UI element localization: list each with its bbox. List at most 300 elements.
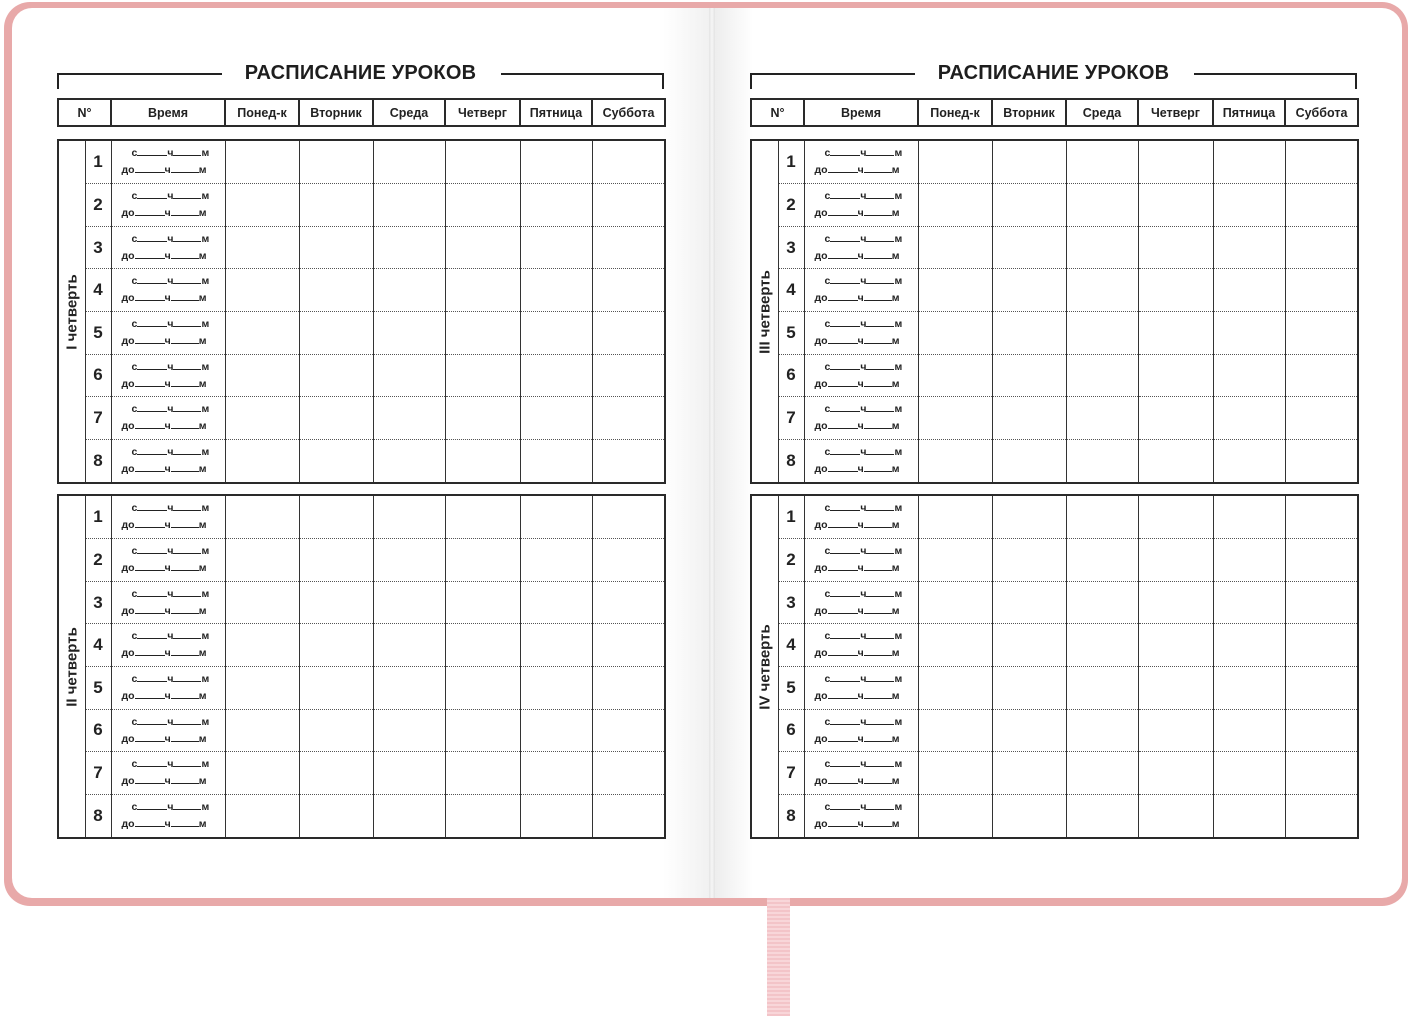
time-start[interactable] <box>825 544 903 557</box>
subject-cell[interactable] <box>992 624 1066 667</box>
subject-cell[interactable] <box>992 539 1066 582</box>
minute-blank[interactable] <box>173 232 201 242</box>
hour-blank[interactable] <box>137 544 167 554</box>
hour-blank[interactable] <box>137 501 167 511</box>
minute-blank[interactable] <box>173 274 201 284</box>
minute-blank[interactable] <box>864 163 892 173</box>
time-start[interactable] <box>825 360 903 373</box>
subject-cell[interactable] <box>1066 140 1138 184</box>
time-end[interactable] <box>122 377 207 390</box>
subject-cell[interactable] <box>1285 495 1358 539</box>
hour-blank[interactable] <box>135 163 165 173</box>
time-end[interactable] <box>122 206 207 219</box>
subject-cell[interactable] <box>992 311 1066 354</box>
minute-blank[interactable] <box>171 249 199 259</box>
time-field[interactable] <box>804 226 918 269</box>
subject-cell[interactable] <box>373 539 445 582</box>
time-start[interactable] <box>825 800 903 813</box>
time-field[interactable] <box>804 581 918 624</box>
time-field[interactable] <box>804 269 918 312</box>
time-end[interactable] <box>815 462 900 475</box>
minute-blank[interactable] <box>173 501 201 511</box>
time-field[interactable] <box>804 184 918 227</box>
subject-cell[interactable] <box>373 354 445 397</box>
minute-blank[interactable] <box>173 360 201 370</box>
subject-cell[interactable] <box>1066 311 1138 354</box>
subject-cell[interactable] <box>445 495 520 539</box>
subject-cell[interactable] <box>1213 794 1285 838</box>
time-field[interactable] <box>111 354 225 397</box>
hour-blank[interactable] <box>828 462 858 472</box>
subject-cell[interactable] <box>992 752 1066 795</box>
minute-blank[interactable] <box>171 561 199 571</box>
subject-cell[interactable] <box>1285 752 1358 795</box>
subject-cell[interactable] <box>1138 439 1213 483</box>
hour-blank[interactable] <box>830 402 860 412</box>
hour-blank[interactable] <box>830 672 860 682</box>
time-end[interactable] <box>815 732 900 745</box>
time-end[interactable] <box>122 462 207 475</box>
minute-blank[interactable] <box>864 291 892 301</box>
minute-blank[interactable] <box>864 817 892 827</box>
subject-cell[interactable] <box>373 184 445 227</box>
time-field[interactable] <box>804 397 918 440</box>
subject-cell[interactable] <box>1138 140 1213 184</box>
hour-blank[interactable] <box>137 715 167 725</box>
subject-cell[interactable] <box>225 311 299 354</box>
subject-cell[interactable] <box>445 269 520 312</box>
hour-blank[interactable] <box>828 817 858 827</box>
minute-blank[interactable] <box>171 817 199 827</box>
minute-blank[interactable] <box>864 689 892 699</box>
time-end[interactable] <box>122 249 207 262</box>
subject-cell[interactable] <box>1285 184 1358 227</box>
subject-cell[interactable] <box>1285 581 1358 624</box>
hour-blank[interactable] <box>135 774 165 784</box>
minute-blank[interactable] <box>171 206 199 216</box>
time-start[interactable] <box>825 232 903 245</box>
minute-blank[interactable] <box>171 334 199 344</box>
minute-blank[interactable] <box>173 189 201 199</box>
hour-blank[interactable] <box>135 291 165 301</box>
hour-blank[interactable] <box>828 646 858 656</box>
minute-blank[interactable] <box>866 715 894 725</box>
minute-blank[interactable] <box>864 334 892 344</box>
hour-blank[interactable] <box>137 232 167 242</box>
minute-blank[interactable] <box>173 402 201 412</box>
subject-cell[interactable] <box>592 794 665 838</box>
minute-blank[interactable] <box>866 800 894 810</box>
subject-cell[interactable] <box>992 794 1066 838</box>
time-start[interactable] <box>825 274 903 287</box>
time-end[interactable] <box>122 646 207 659</box>
subject-cell[interactable] <box>1213 581 1285 624</box>
subject-cell[interactable] <box>1285 354 1358 397</box>
subject-cell[interactable] <box>225 752 299 795</box>
subject-cell[interactable] <box>918 709 992 752</box>
hour-blank[interactable] <box>828 518 858 528</box>
hour-blank[interactable] <box>828 206 858 216</box>
minute-blank[interactable] <box>173 587 201 597</box>
subject-cell[interactable] <box>1066 581 1138 624</box>
time-end[interactable] <box>815 163 900 176</box>
minute-blank[interactable] <box>866 360 894 370</box>
hour-blank[interactable] <box>830 317 860 327</box>
subject-cell[interactable] <box>299 311 373 354</box>
subject-cell[interactable] <box>592 354 665 397</box>
time-field[interactable] <box>804 311 918 354</box>
time-start[interactable] <box>132 757 210 770</box>
time-end[interactable] <box>122 689 207 702</box>
subject-cell[interactable] <box>592 709 665 752</box>
time-start[interactable] <box>825 715 903 728</box>
subject-cell[interactable] <box>445 581 520 624</box>
hour-blank[interactable] <box>828 561 858 571</box>
time-end[interactable] <box>122 518 207 531</box>
minute-blank[interactable] <box>173 629 201 639</box>
hour-blank[interactable] <box>137 274 167 284</box>
subject-cell[interactable] <box>592 752 665 795</box>
subject-cell[interactable] <box>992 184 1066 227</box>
subject-cell[interactable] <box>918 354 992 397</box>
subject-cell[interactable] <box>918 311 992 354</box>
minute-blank[interactable] <box>173 445 201 455</box>
subject-cell[interactable] <box>918 666 992 709</box>
subject-cell[interactable] <box>1066 495 1138 539</box>
time-start[interactable] <box>825 501 903 514</box>
subject-cell[interactable] <box>445 140 520 184</box>
time-field[interactable] <box>804 666 918 709</box>
time-end[interactable] <box>815 604 900 617</box>
time-start[interactable] <box>825 587 903 600</box>
minute-blank[interactable] <box>171 377 199 387</box>
subject-cell[interactable] <box>520 354 592 397</box>
subject-cell[interactable] <box>1066 539 1138 582</box>
subject-cell[interactable] <box>592 311 665 354</box>
subject-cell[interactable] <box>1138 184 1213 227</box>
hour-blank[interactable] <box>830 544 860 554</box>
subject-cell[interactable] <box>299 184 373 227</box>
subject-cell[interactable] <box>1066 709 1138 752</box>
time-end[interactable] <box>815 419 900 432</box>
time-end[interactable] <box>815 206 900 219</box>
subject-cell[interactable] <box>520 311 592 354</box>
time-end[interactable] <box>122 817 207 830</box>
subject-cell[interactable] <box>445 439 520 483</box>
time-end[interactable] <box>122 732 207 745</box>
subject-cell[interactable] <box>1138 581 1213 624</box>
hour-blank[interactable] <box>137 800 167 810</box>
minute-blank[interactable] <box>173 800 201 810</box>
time-start[interactable] <box>132 715 210 728</box>
subject-cell[interactable] <box>520 140 592 184</box>
subject-cell[interactable] <box>592 581 665 624</box>
subject-cell[interactable] <box>1285 140 1358 184</box>
time-field[interactable] <box>111 140 225 184</box>
subject-cell[interactable] <box>1213 311 1285 354</box>
hour-blank[interactable] <box>135 419 165 429</box>
time-start[interactable] <box>825 672 903 685</box>
time-start[interactable] <box>132 587 210 600</box>
subject-cell[interactable] <box>225 539 299 582</box>
hour-blank[interactable] <box>828 163 858 173</box>
minute-blank[interactable] <box>171 774 199 784</box>
time-field[interactable] <box>111 269 225 312</box>
time-end[interactable] <box>815 689 900 702</box>
hour-blank[interactable] <box>135 561 165 571</box>
hour-blank[interactable] <box>828 774 858 784</box>
hour-blank[interactable] <box>828 689 858 699</box>
minute-blank[interactable] <box>866 189 894 199</box>
subject-cell[interactable] <box>225 354 299 397</box>
minute-blank[interactable] <box>864 561 892 571</box>
minute-blank[interactable] <box>866 629 894 639</box>
hour-blank[interactable] <box>135 334 165 344</box>
subject-cell[interactable] <box>225 226 299 269</box>
time-field[interactable] <box>111 311 225 354</box>
hour-blank[interactable] <box>828 249 858 259</box>
hour-blank[interactable] <box>830 189 860 199</box>
subject-cell[interactable] <box>1138 624 1213 667</box>
subject-cell[interactable] <box>1213 226 1285 269</box>
subject-cell[interactable] <box>299 140 373 184</box>
subject-cell[interactable] <box>918 184 992 227</box>
subject-cell[interactable] <box>1213 752 1285 795</box>
subject-cell[interactable] <box>1285 269 1358 312</box>
hour-blank[interactable] <box>830 629 860 639</box>
hour-blank[interactable] <box>830 757 860 767</box>
time-start[interactable] <box>132 402 210 415</box>
subject-cell[interactable] <box>373 269 445 312</box>
time-field[interactable] <box>111 709 225 752</box>
subject-cell[interactable] <box>1213 140 1285 184</box>
hour-blank[interactable] <box>135 462 165 472</box>
subject-cell[interactable] <box>299 666 373 709</box>
subject-cell[interactable] <box>373 752 445 795</box>
subject-cell[interactable] <box>1213 184 1285 227</box>
time-start[interactable] <box>132 445 210 458</box>
minute-blank[interactable] <box>173 757 201 767</box>
subject-cell[interactable] <box>1138 666 1213 709</box>
minute-blank[interactable] <box>173 146 201 156</box>
subject-cell[interactable] <box>592 397 665 440</box>
subject-cell[interactable] <box>373 709 445 752</box>
minute-blank[interactable] <box>171 462 199 472</box>
subject-cell[interactable] <box>992 709 1066 752</box>
subject-cell[interactable] <box>918 539 992 582</box>
time-start[interactable] <box>132 189 210 202</box>
subject-cell[interactable] <box>520 397 592 440</box>
hour-blank[interactable] <box>830 800 860 810</box>
subject-cell[interactable] <box>299 495 373 539</box>
subject-cell[interactable] <box>1066 184 1138 227</box>
hour-blank[interactable] <box>135 249 165 259</box>
subject-cell[interactable] <box>445 539 520 582</box>
minute-blank[interactable] <box>171 689 199 699</box>
subject-cell[interactable] <box>299 226 373 269</box>
subject-cell[interactable] <box>992 269 1066 312</box>
minute-blank[interactable] <box>866 757 894 767</box>
subject-cell[interactable] <box>1138 397 1213 440</box>
hour-blank[interactable] <box>137 317 167 327</box>
subject-cell[interactable] <box>299 539 373 582</box>
subject-cell[interactable] <box>918 794 992 838</box>
hour-blank[interactable] <box>828 604 858 614</box>
subject-cell[interactable] <box>445 226 520 269</box>
subject-cell[interactable] <box>520 709 592 752</box>
subject-cell[interactable] <box>1213 495 1285 539</box>
minute-blank[interactable] <box>864 206 892 216</box>
minute-blank[interactable] <box>866 317 894 327</box>
subject-cell[interactable] <box>918 752 992 795</box>
hour-blank[interactable] <box>830 715 860 725</box>
time-field[interactable] <box>804 439 918 483</box>
subject-cell[interactable] <box>225 140 299 184</box>
subject-cell[interactable] <box>1138 709 1213 752</box>
time-field[interactable] <box>111 226 225 269</box>
hour-blank[interactable] <box>135 518 165 528</box>
subject-cell[interactable] <box>1213 624 1285 667</box>
subject-cell[interactable] <box>592 666 665 709</box>
time-start[interactable] <box>132 360 210 373</box>
subject-cell[interactable] <box>992 439 1066 483</box>
subject-cell[interactable] <box>445 354 520 397</box>
subject-cell[interactable] <box>1066 624 1138 667</box>
hour-blank[interactable] <box>137 629 167 639</box>
time-field[interactable] <box>804 354 918 397</box>
hour-blank[interactable] <box>830 274 860 284</box>
subject-cell[interactable] <box>225 794 299 838</box>
subject-cell[interactable] <box>992 226 1066 269</box>
subject-cell[interactable] <box>520 752 592 795</box>
subject-cell[interactable] <box>520 794 592 838</box>
subject-cell[interactable] <box>520 624 592 667</box>
subject-cell[interactable] <box>1138 354 1213 397</box>
minute-blank[interactable] <box>171 646 199 656</box>
hour-blank[interactable] <box>137 360 167 370</box>
time-field[interactable] <box>804 752 918 795</box>
time-end[interactable] <box>122 604 207 617</box>
subject-cell[interactable] <box>373 666 445 709</box>
subject-cell[interactable] <box>1285 624 1358 667</box>
subject-cell[interactable] <box>1066 354 1138 397</box>
time-end[interactable] <box>815 646 900 659</box>
subject-cell[interactable] <box>1138 539 1213 582</box>
subject-cell[interactable] <box>225 666 299 709</box>
subject-cell[interactable] <box>1138 269 1213 312</box>
subject-cell[interactable] <box>592 439 665 483</box>
subject-cell[interactable] <box>918 439 992 483</box>
subject-cell[interactable] <box>445 624 520 667</box>
minute-blank[interactable] <box>866 501 894 511</box>
hour-blank[interactable] <box>137 189 167 199</box>
time-start[interactable] <box>132 672 210 685</box>
subject-cell[interactable] <box>373 794 445 838</box>
subject-cell[interactable] <box>1066 439 1138 483</box>
subject-cell[interactable] <box>373 439 445 483</box>
time-start[interactable] <box>132 629 210 642</box>
minute-blank[interactable] <box>866 274 894 284</box>
time-end[interactable] <box>815 249 900 262</box>
time-start[interactable] <box>825 189 903 202</box>
subject-cell[interactable] <box>918 397 992 440</box>
subject-cell[interactable] <box>373 226 445 269</box>
minute-blank[interactable] <box>173 544 201 554</box>
hour-blank[interactable] <box>135 377 165 387</box>
time-start[interactable] <box>825 402 903 415</box>
subject-cell[interactable] <box>445 709 520 752</box>
hour-blank[interactable] <box>830 587 860 597</box>
subject-cell[interactable] <box>1066 666 1138 709</box>
subject-cell[interactable] <box>918 269 992 312</box>
subject-cell[interactable] <box>1066 752 1138 795</box>
subject-cell[interactable] <box>225 184 299 227</box>
minute-blank[interactable] <box>173 317 201 327</box>
hour-blank[interactable] <box>830 232 860 242</box>
subject-cell[interactable] <box>1138 752 1213 795</box>
minute-blank[interactable] <box>864 774 892 784</box>
minute-blank[interactable] <box>171 604 199 614</box>
time-end[interactable] <box>815 561 900 574</box>
subject-cell[interactable] <box>992 581 1066 624</box>
time-field[interactable] <box>804 539 918 582</box>
subject-cell[interactable] <box>299 397 373 440</box>
subject-cell[interactable] <box>592 226 665 269</box>
subject-cell[interactable] <box>592 269 665 312</box>
subject-cell[interactable] <box>1285 539 1358 582</box>
subject-cell[interactable] <box>992 140 1066 184</box>
subject-cell[interactable] <box>1285 226 1358 269</box>
subject-cell[interactable] <box>373 495 445 539</box>
minute-blank[interactable] <box>171 419 199 429</box>
hour-blank[interactable] <box>135 689 165 699</box>
subject-cell[interactable] <box>1138 495 1213 539</box>
subject-cell[interactable] <box>592 184 665 227</box>
time-start[interactable] <box>132 501 210 514</box>
hour-blank[interactable] <box>830 445 860 455</box>
subject-cell[interactable] <box>299 794 373 838</box>
subject-cell[interactable] <box>1213 709 1285 752</box>
subject-cell[interactable] <box>1285 794 1358 838</box>
subject-cell[interactable] <box>373 581 445 624</box>
subject-cell[interactable] <box>445 794 520 838</box>
time-field[interactable] <box>111 397 225 440</box>
time-end[interactable] <box>815 291 900 304</box>
subject-cell[interactable] <box>225 269 299 312</box>
minute-blank[interactable] <box>173 672 201 682</box>
subject-cell[interactable] <box>1285 397 1358 440</box>
subject-cell[interactable] <box>225 581 299 624</box>
subject-cell[interactable] <box>520 184 592 227</box>
subject-cell[interactable] <box>992 495 1066 539</box>
minute-blank[interactable] <box>864 518 892 528</box>
time-field[interactable] <box>111 495 225 539</box>
subject-cell[interactable] <box>992 666 1066 709</box>
time-end[interactable] <box>122 561 207 574</box>
time-field[interactable] <box>804 624 918 667</box>
time-end[interactable] <box>122 419 207 432</box>
time-field[interactable] <box>804 495 918 539</box>
hour-blank[interactable] <box>828 377 858 387</box>
subject-cell[interactable] <box>445 397 520 440</box>
subject-cell[interactable] <box>1138 311 1213 354</box>
time-end[interactable] <box>815 334 900 347</box>
subject-cell[interactable] <box>592 624 665 667</box>
subject-cell[interactable] <box>1213 439 1285 483</box>
time-field[interactable] <box>111 794 225 838</box>
subject-cell[interactable] <box>225 624 299 667</box>
time-start[interactable] <box>132 232 210 245</box>
